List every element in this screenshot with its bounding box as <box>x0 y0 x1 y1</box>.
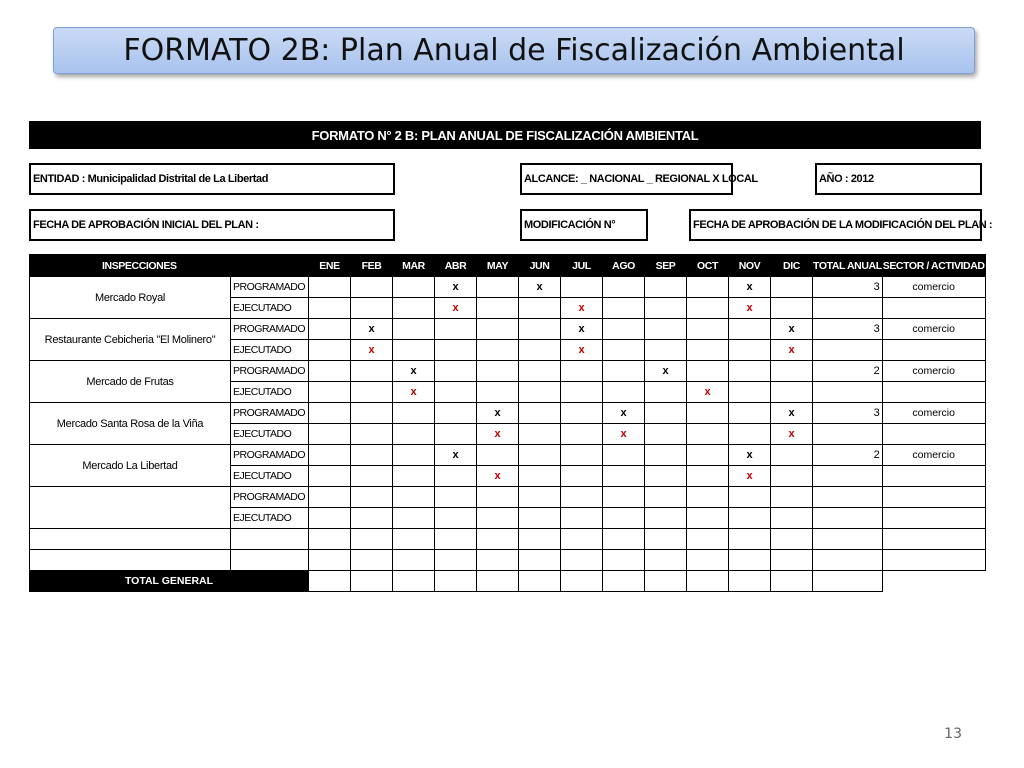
empty-cell <box>603 529 645 550</box>
x-mark: x <box>603 424 645 445</box>
month-cell <box>309 277 351 298</box>
inspection-name: Mercado de Frutas <box>30 361 231 403</box>
month-cell <box>435 508 477 529</box>
month-cell <box>477 445 519 466</box>
month-cell <box>519 382 561 403</box>
month-cell <box>603 508 645 529</box>
month-cell <box>645 466 687 487</box>
table-row <box>30 445 986 466</box>
x-mark: x <box>561 319 603 340</box>
empty-cell <box>561 550 603 571</box>
month-cell <box>519 508 561 529</box>
month-cell <box>519 298 561 319</box>
x-mark: x <box>729 445 771 466</box>
month-cell <box>435 382 477 403</box>
month-cell <box>477 487 519 508</box>
row-type-label: EJECUTADO <box>231 298 309 319</box>
empty-cell <box>882 550 985 571</box>
table-row <box>30 550 986 571</box>
x-mark: x <box>435 445 477 466</box>
month-cell <box>603 298 645 319</box>
x-mark: x <box>351 340 393 361</box>
empty-cell <box>393 550 435 571</box>
empty-cell <box>687 529 729 550</box>
month-cell <box>603 361 645 382</box>
total-cell <box>351 571 393 592</box>
total-anual-value: 3 <box>813 319 883 340</box>
row-type-label: EJECUTADO <box>231 466 309 487</box>
entidad-field: ENTIDAD : Municipalidad Distrital de La Libertad <box>29 163 395 195</box>
x-mark: x <box>351 319 393 340</box>
total-cell <box>309 571 351 592</box>
row-type-label: PROGRAMADO <box>231 361 309 382</box>
month-cell <box>645 403 687 424</box>
row-type-label: PROGRAMADO <box>231 487 309 508</box>
month-cell <box>519 361 561 382</box>
month-cell <box>351 466 393 487</box>
empty-cell <box>882 571 985 592</box>
month-cell <box>645 487 687 508</box>
month-cell <box>477 508 519 529</box>
sector-cell <box>882 340 985 361</box>
month-cell <box>309 487 351 508</box>
empty-cell <box>645 529 687 550</box>
month-cell <box>393 403 435 424</box>
month-cell <box>351 508 393 529</box>
sector-value: comercio <box>882 445 985 466</box>
col-total-anual: TOTAL ANUAL <box>813 255 883 277</box>
x-mark: x <box>729 466 771 487</box>
month-cell <box>435 466 477 487</box>
month-cell <box>477 277 519 298</box>
x-mark: x <box>687 382 729 403</box>
sector-cell <box>882 466 985 487</box>
empty-cell <box>477 550 519 571</box>
month-cell <box>309 424 351 445</box>
empty-cell <box>351 529 393 550</box>
month-cell <box>771 298 813 319</box>
x-mark: x <box>729 298 771 319</box>
col-month: FEB <box>351 255 393 277</box>
month-cell <box>309 382 351 403</box>
month-cell <box>729 424 771 445</box>
total-anual-cell <box>813 508 883 529</box>
empty-cell <box>519 529 561 550</box>
slide-title: FORMATO 2B: Plan Anual de Fiscalización Ambiental <box>53 27 975 74</box>
month-cell <box>393 508 435 529</box>
month-cell <box>729 382 771 403</box>
x-mark: x <box>519 277 561 298</box>
x-mark: x <box>603 403 645 424</box>
month-cell <box>309 445 351 466</box>
sector-cell <box>882 424 985 445</box>
x-mark: x <box>393 382 435 403</box>
inspection-table <box>29 254 986 592</box>
month-cell <box>729 361 771 382</box>
month-cell <box>519 340 561 361</box>
month-cell <box>603 466 645 487</box>
x-mark: x <box>435 298 477 319</box>
col-inspecciones: INSPECCIONES <box>30 255 309 277</box>
month-cell <box>393 445 435 466</box>
col-month: AGO <box>603 255 645 277</box>
total-anual-value: 3 <box>813 403 883 424</box>
row-type-label: EJECUTADO <box>231 424 309 445</box>
x-mark: x <box>771 319 813 340</box>
month-cell <box>435 403 477 424</box>
month-cell <box>561 508 603 529</box>
month-cell <box>519 445 561 466</box>
row-type-label: PROGRAMADO <box>231 319 309 340</box>
sector-cell <box>882 298 985 319</box>
month-cell <box>603 340 645 361</box>
total-anual-cell <box>813 298 883 319</box>
anio-field: AÑO : 2012 <box>815 163 982 195</box>
total-anual-cell <box>813 466 883 487</box>
empty-cell <box>813 550 883 571</box>
col-month: MAR <box>393 255 435 277</box>
row-type-label: PROGRAMADO <box>231 445 309 466</box>
month-cell <box>561 466 603 487</box>
month-cell <box>729 487 771 508</box>
empty-cell <box>771 529 813 550</box>
total-anual-cell <box>813 382 883 403</box>
total-anual-cell <box>813 424 883 445</box>
month-cell <box>393 487 435 508</box>
month-cell <box>351 382 393 403</box>
month-cell <box>645 298 687 319</box>
month-cell <box>393 277 435 298</box>
month-cell <box>687 445 729 466</box>
month-cell <box>351 403 393 424</box>
total-general-label: TOTAL GENERAL <box>30 571 309 592</box>
month-cell <box>561 424 603 445</box>
month-cell <box>771 466 813 487</box>
month-cell <box>393 298 435 319</box>
month-cell <box>645 319 687 340</box>
month-cell <box>603 487 645 508</box>
table-row <box>30 487 986 508</box>
month-cell <box>351 298 393 319</box>
empty-cell <box>603 550 645 571</box>
month-cell <box>687 508 729 529</box>
empty-cell <box>813 529 883 550</box>
col-month: DIC <box>771 255 813 277</box>
inspection-name <box>30 487 231 529</box>
month-cell <box>729 403 771 424</box>
month-cell <box>309 403 351 424</box>
month-cell <box>351 361 393 382</box>
month-cell <box>771 487 813 508</box>
x-mark: x <box>561 298 603 319</box>
table-row <box>30 361 986 382</box>
month-cell <box>603 277 645 298</box>
col-sector: SECTOR / ACTIVIDAD <box>882 255 985 277</box>
total-cell <box>729 571 771 592</box>
empty-cell <box>771 550 813 571</box>
month-cell <box>519 319 561 340</box>
total-anual-value <box>813 487 883 508</box>
sector-value: comercio <box>882 403 985 424</box>
col-month: MAY <box>477 255 519 277</box>
month-cell <box>687 340 729 361</box>
x-mark: x <box>477 403 519 424</box>
x-mark: x <box>477 424 519 445</box>
month-cell <box>435 340 477 361</box>
sector-value <box>882 487 985 508</box>
x-mark: x <box>771 403 813 424</box>
modificacion-field: MODIFICACIÓN N° <box>520 209 648 241</box>
month-cell <box>519 424 561 445</box>
total-cell <box>603 571 645 592</box>
empty-cell <box>309 529 351 550</box>
total-cell <box>771 571 813 592</box>
x-mark: x <box>771 340 813 361</box>
total-cell <box>561 571 603 592</box>
month-cell <box>309 319 351 340</box>
month-cell <box>435 487 477 508</box>
sector-cell <box>882 382 985 403</box>
empty-cell <box>435 550 477 571</box>
month-cell <box>351 424 393 445</box>
total-cell <box>687 571 729 592</box>
row-type-label: EJECUTADO <box>231 382 309 403</box>
table-row <box>30 277 986 298</box>
month-cell <box>477 382 519 403</box>
month-cell <box>393 340 435 361</box>
month-cell <box>477 340 519 361</box>
fecha-modificacion-field: FECHA DE APROBACIÓN DE LA MODIFICACIÓN DEL PLAN : <box>689 209 982 241</box>
sector-value: comercio <box>882 361 985 382</box>
empty-cell <box>30 550 231 571</box>
table-header-row <box>30 255 986 277</box>
total-cell <box>393 571 435 592</box>
empty-cell <box>309 550 351 571</box>
month-cell <box>309 361 351 382</box>
month-cell <box>519 403 561 424</box>
empty-cell <box>729 529 771 550</box>
month-cell <box>771 382 813 403</box>
total-general-row <box>30 571 986 592</box>
empty-cell <box>393 529 435 550</box>
col-month: NOV <box>729 255 771 277</box>
month-cell <box>309 340 351 361</box>
x-mark: x <box>561 340 603 361</box>
x-mark: x <box>477 466 519 487</box>
empty-cell <box>645 550 687 571</box>
empty-cell <box>519 550 561 571</box>
page-number: 13 <box>944 726 962 742</box>
x-mark: x <box>435 277 477 298</box>
month-cell <box>519 487 561 508</box>
col-month: JUN <box>519 255 561 277</box>
month-cell <box>351 487 393 508</box>
empty-cell <box>561 529 603 550</box>
row-type-label: PROGRAMADO <box>231 403 309 424</box>
inspection-name: Restaurante Cebicheria "El Molinero" <box>30 319 231 361</box>
month-cell <box>645 382 687 403</box>
total-anual-value: 3 <box>813 277 883 298</box>
month-cell <box>729 319 771 340</box>
total-cell <box>813 571 883 592</box>
table-row <box>30 403 986 424</box>
month-cell <box>477 298 519 319</box>
month-cell <box>771 361 813 382</box>
month-cell <box>561 277 603 298</box>
empty-cell <box>435 529 477 550</box>
month-cell <box>561 403 603 424</box>
inspection-name: Mercado Royal <box>30 277 231 319</box>
sector-cell <box>882 508 985 529</box>
empty-cell <box>729 550 771 571</box>
month-cell <box>645 445 687 466</box>
month-cell <box>351 277 393 298</box>
month-cell <box>687 466 729 487</box>
month-cell <box>435 361 477 382</box>
total-anual-cell <box>813 340 883 361</box>
month-cell <box>687 319 729 340</box>
empty-cell <box>231 529 309 550</box>
month-cell <box>561 382 603 403</box>
empty-cell <box>351 550 393 571</box>
x-mark: x <box>729 277 771 298</box>
month-cell <box>351 445 393 466</box>
month-cell <box>435 424 477 445</box>
month-cell <box>435 319 477 340</box>
month-cell <box>687 487 729 508</box>
month-cell <box>771 277 813 298</box>
row-type-label: PROGRAMADO <box>231 277 309 298</box>
x-mark: x <box>393 361 435 382</box>
empty-cell <box>30 529 231 550</box>
month-cell <box>309 466 351 487</box>
month-cell <box>603 382 645 403</box>
month-cell <box>687 403 729 424</box>
form-header: FORMATO N° 2 B: PLAN ANUAL DE FISCALIZACIÓN AMBIENTAL <box>29 121 981 149</box>
table-row <box>30 319 986 340</box>
empty-cell <box>231 550 309 571</box>
col-month: OCT <box>687 255 729 277</box>
total-cell <box>645 571 687 592</box>
month-cell <box>645 508 687 529</box>
x-mark: x <box>771 424 813 445</box>
total-cell <box>477 571 519 592</box>
x-mark: x <box>645 361 687 382</box>
sector-value: comercio <box>882 277 985 298</box>
total-anual-value: 2 <box>813 361 883 382</box>
col-month: JUL <box>561 255 603 277</box>
month-cell <box>729 508 771 529</box>
inspection-name: Mercado Santa Rosa de la Viña <box>30 403 231 445</box>
month-cell <box>393 424 435 445</box>
empty-cell <box>882 529 985 550</box>
alcance-field: ALCANCE: _ NACIONAL _ REGIONAL X LOCAL <box>520 163 733 195</box>
fecha-aprobacion-field: FECHA DE APROBACIÓN INICIAL DEL PLAN : <box>29 209 395 241</box>
row-type-label: EJECUTADO <box>231 340 309 361</box>
col-month: ABR <box>435 255 477 277</box>
month-cell <box>687 277 729 298</box>
month-cell <box>561 487 603 508</box>
month-cell <box>645 340 687 361</box>
sector-value: comercio <box>882 319 985 340</box>
month-cell <box>477 319 519 340</box>
month-cell <box>603 319 645 340</box>
month-cell <box>729 340 771 361</box>
month-cell <box>477 361 519 382</box>
row-type-label: EJECUTADO <box>231 508 309 529</box>
month-cell <box>771 508 813 529</box>
month-cell <box>561 445 603 466</box>
month-cell <box>645 277 687 298</box>
month-cell <box>393 319 435 340</box>
inspection-name: Mercado La Libertad <box>30 445 231 487</box>
month-cell <box>309 508 351 529</box>
col-month: ENE <box>309 255 351 277</box>
empty-cell <box>477 529 519 550</box>
total-anual-value: 2 <box>813 445 883 466</box>
total-cell <box>435 571 477 592</box>
month-cell <box>771 445 813 466</box>
month-cell <box>645 424 687 445</box>
month-cell <box>603 445 645 466</box>
table-row <box>30 529 986 550</box>
month-cell <box>687 361 729 382</box>
month-cell <box>309 298 351 319</box>
month-cell <box>687 298 729 319</box>
month-cell <box>519 466 561 487</box>
col-month: SEP <box>645 255 687 277</box>
month-cell <box>393 466 435 487</box>
empty-cell <box>687 550 729 571</box>
month-cell <box>561 361 603 382</box>
total-cell <box>519 571 561 592</box>
month-cell <box>687 424 729 445</box>
